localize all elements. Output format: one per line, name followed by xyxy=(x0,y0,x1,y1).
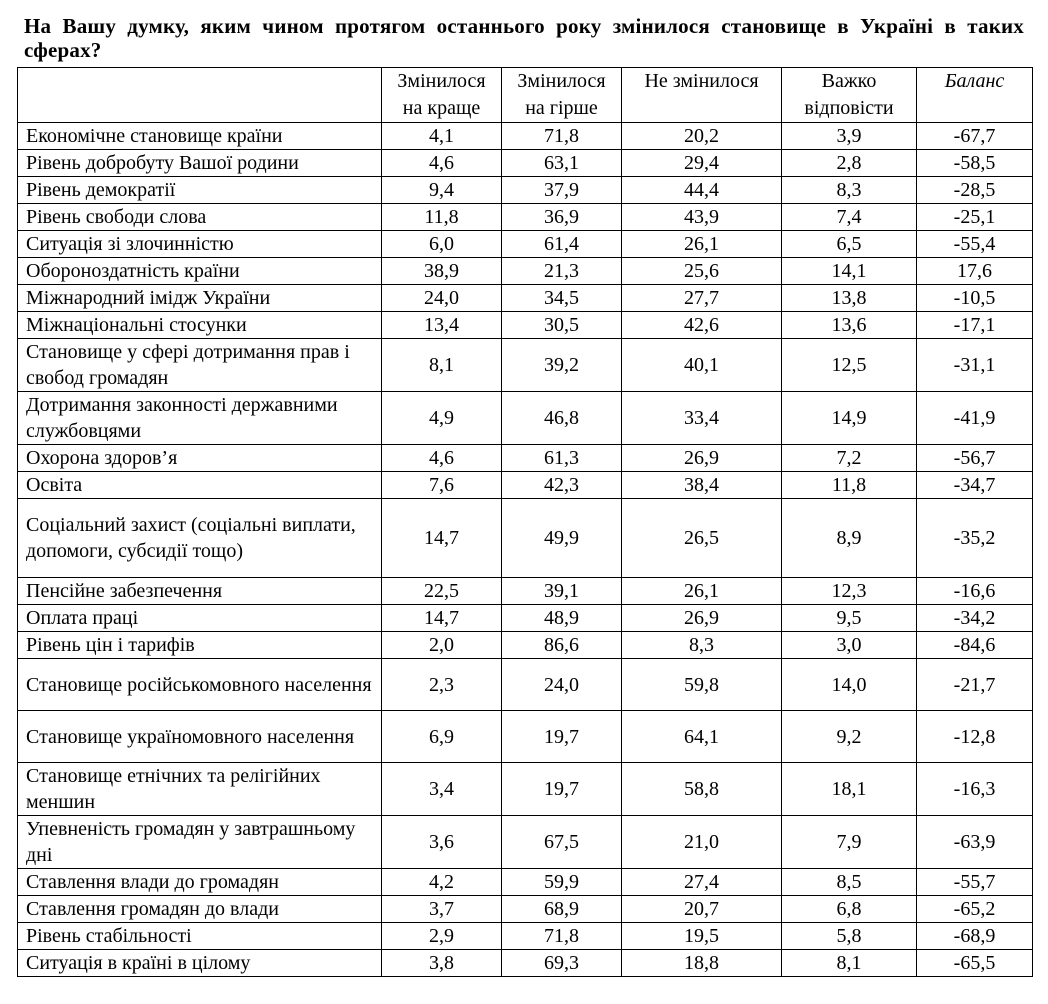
cell-balance: -28,5 xyxy=(917,177,1033,204)
cell-better: 14,7 xyxy=(382,499,502,578)
cell-worse: 49,9 xyxy=(502,499,622,578)
table-row xyxy=(18,816,1033,869)
row-label: Оплата праці xyxy=(18,605,382,632)
cell-better: 11,8 xyxy=(382,204,502,231)
cell-unchanged: 20,7 xyxy=(622,896,782,923)
cell-hard-to-say: 13,6 xyxy=(782,312,917,339)
table-row xyxy=(18,711,1033,763)
cell-better: 3,8 xyxy=(382,950,502,977)
row-label: Становище російськомовного населення xyxy=(18,659,382,711)
cell-better: 13,4 xyxy=(382,312,502,339)
table-row xyxy=(18,177,1033,204)
cell-balance: -12,8 xyxy=(917,711,1033,763)
cell-balance: -55,7 xyxy=(917,869,1033,896)
row-label: Економічне становище країни xyxy=(18,123,382,150)
header-cell-worse: Змінилося на гірше xyxy=(502,68,622,123)
cell-balance: 17,6 xyxy=(917,258,1033,285)
header-cell-hard-to-say: Важко відповісти xyxy=(782,68,917,123)
cell-hard-to-say: 13,8 xyxy=(782,285,917,312)
cell-hard-to-say: 8,5 xyxy=(782,869,917,896)
cell-balance: -58,5 xyxy=(917,150,1033,177)
cell-hard-to-say: 12,5 xyxy=(782,339,917,392)
cell-hard-to-say: 7,9 xyxy=(782,816,917,869)
cell-better: 9,4 xyxy=(382,177,502,204)
cell-better: 7,6 xyxy=(382,472,502,499)
table-row xyxy=(18,578,1033,605)
cell-balance: -65,2 xyxy=(917,896,1033,923)
cell-better: 2,9 xyxy=(382,923,502,950)
cell-balance: -16,3 xyxy=(917,763,1033,816)
cell-better: 14,7 xyxy=(382,605,502,632)
cell-better: 24,0 xyxy=(382,285,502,312)
table-row xyxy=(18,923,1033,950)
survey-question: На Вашу думку, яким чином протягом останнього року змінилося становище в Україні в таких сферах? xyxy=(24,14,1024,62)
row-label: Міжнародний імідж України xyxy=(18,285,382,312)
table-row xyxy=(18,204,1033,231)
cell-hard-to-say: 7,2 xyxy=(782,445,917,472)
table-header-row xyxy=(18,68,1033,123)
cell-worse: 61,3 xyxy=(502,445,622,472)
cell-hard-to-say: 3,0 xyxy=(782,632,917,659)
cell-unchanged: 43,9 xyxy=(622,204,782,231)
cell-balance: -31,1 xyxy=(917,339,1033,392)
table-row xyxy=(18,258,1033,285)
cell-hard-to-say: 8,1 xyxy=(782,950,917,977)
cell-balance: -41,9 xyxy=(917,392,1033,445)
row-label: Пенсійне забезпечення xyxy=(18,578,382,605)
cell-unchanged: 38,4 xyxy=(622,472,782,499)
table-row xyxy=(18,123,1033,150)
cell-balance: -34,2 xyxy=(917,605,1033,632)
cell-better: 3,7 xyxy=(382,896,502,923)
results-table xyxy=(17,67,1033,977)
cell-hard-to-say: 8,3 xyxy=(782,177,917,204)
row-label: Соціальний захист (соціальні виплати, допомоги, субсидії тощо) xyxy=(18,499,382,578)
row-label: Рівень цін і тарифів xyxy=(18,632,382,659)
cell-unchanged: 64,1 xyxy=(622,711,782,763)
cell-unchanged: 42,6 xyxy=(622,312,782,339)
header-cell-unchanged: Не змінилося xyxy=(622,68,782,123)
cell-hard-to-say: 8,9 xyxy=(782,499,917,578)
cell-hard-to-say: 7,4 xyxy=(782,204,917,231)
cell-worse: 46,8 xyxy=(502,392,622,445)
cell-hard-to-say: 9,5 xyxy=(782,605,917,632)
cell-balance: -10,5 xyxy=(917,285,1033,312)
cell-worse: 68,9 xyxy=(502,896,622,923)
cell-unchanged: 20,2 xyxy=(622,123,782,150)
cell-unchanged: 29,4 xyxy=(622,150,782,177)
cell-better: 8,1 xyxy=(382,339,502,392)
row-label: Ситуація зі злочинністю xyxy=(18,231,382,258)
header-cell-label xyxy=(18,68,382,123)
cell-unchanged: 59,8 xyxy=(622,659,782,711)
cell-worse: 63,1 xyxy=(502,150,622,177)
cell-unchanged: 26,1 xyxy=(622,578,782,605)
cell-worse: 19,7 xyxy=(502,711,622,763)
table-row xyxy=(18,312,1033,339)
cell-better: 38,9 xyxy=(382,258,502,285)
cell-worse: 48,9 xyxy=(502,605,622,632)
cell-better: 6,9 xyxy=(382,711,502,763)
cell-better: 2,3 xyxy=(382,659,502,711)
cell-unchanged: 33,4 xyxy=(622,392,782,445)
cell-hard-to-say: 14,1 xyxy=(782,258,917,285)
cell-better: 6,0 xyxy=(382,231,502,258)
cell-worse: 36,9 xyxy=(502,204,622,231)
cell-unchanged: 44,4 xyxy=(622,177,782,204)
cell-worse: 71,8 xyxy=(502,123,622,150)
cell-hard-to-say: 11,8 xyxy=(782,472,917,499)
cell-hard-to-say: 6,5 xyxy=(782,231,917,258)
cell-unchanged: 26,9 xyxy=(622,605,782,632)
cell-unchanged: 18,8 xyxy=(622,950,782,977)
cell-worse: 39,2 xyxy=(502,339,622,392)
cell-unchanged: 26,9 xyxy=(622,445,782,472)
cell-balance: -56,7 xyxy=(917,445,1033,472)
cell-balance: -17,1 xyxy=(917,312,1033,339)
row-label: Освіта xyxy=(18,472,382,499)
cell-unchanged: 21,0 xyxy=(622,816,782,869)
cell-worse: 24,0 xyxy=(502,659,622,711)
cell-unchanged: 26,1 xyxy=(622,231,782,258)
cell-unchanged: 8,3 xyxy=(622,632,782,659)
cell-better: 4,6 xyxy=(382,445,502,472)
table-row xyxy=(18,392,1033,445)
cell-balance: -67,7 xyxy=(917,123,1033,150)
cell-hard-to-say: 14,9 xyxy=(782,392,917,445)
cell-unchanged: 27,4 xyxy=(622,869,782,896)
table-row xyxy=(18,605,1033,632)
cell-worse: 71,8 xyxy=(502,923,622,950)
table-row xyxy=(18,896,1033,923)
cell-hard-to-say: 18,1 xyxy=(782,763,917,816)
cell-balance: -84,6 xyxy=(917,632,1033,659)
cell-worse: 19,7 xyxy=(502,763,622,816)
row-label: Упевненість громадян у завтрашньому дні xyxy=(18,816,382,869)
row-label: Обороноздатність країни xyxy=(18,258,382,285)
table-row xyxy=(18,869,1033,896)
table-row xyxy=(18,445,1033,472)
table-row xyxy=(18,339,1033,392)
cell-worse: 34,5 xyxy=(502,285,622,312)
cell-balance: -34,7 xyxy=(917,472,1033,499)
cell-better: 3,6 xyxy=(382,816,502,869)
cell-balance: -65,5 xyxy=(917,950,1033,977)
row-label: Становище у сфері дотримання прав і свобод громадян xyxy=(18,339,382,392)
row-label: Ставлення громадян до влади xyxy=(18,896,382,923)
cell-balance: -35,2 xyxy=(917,499,1033,578)
table-row xyxy=(18,150,1033,177)
table-row xyxy=(18,285,1033,312)
cell-hard-to-say: 6,8 xyxy=(782,896,917,923)
cell-worse: 21,3 xyxy=(502,258,622,285)
row-label: Становище україномовного населення xyxy=(18,711,382,763)
cell-unchanged: 25,6 xyxy=(622,258,782,285)
cell-worse: 37,9 xyxy=(502,177,622,204)
row-label: Рівень свободи слова xyxy=(18,204,382,231)
cell-hard-to-say: 9,2 xyxy=(782,711,917,763)
row-label: Ставлення влади до громадян xyxy=(18,869,382,896)
cell-worse: 61,4 xyxy=(502,231,622,258)
cell-hard-to-say: 3,9 xyxy=(782,123,917,150)
table-row xyxy=(18,659,1033,711)
cell-unchanged: 58,8 xyxy=(622,763,782,816)
row-label: Рівень демократії xyxy=(18,177,382,204)
cell-better: 2,0 xyxy=(382,632,502,659)
table-row xyxy=(18,472,1033,499)
row-label: Становище етнічних та релігійних меншин xyxy=(18,763,382,816)
row-label: Охорона здоров’я xyxy=(18,445,382,472)
cell-balance: -21,7 xyxy=(917,659,1033,711)
cell-better: 4,1 xyxy=(382,123,502,150)
table-row xyxy=(18,950,1033,977)
cell-worse: 30,5 xyxy=(502,312,622,339)
cell-better: 22,5 xyxy=(382,578,502,605)
header-cell-balance: Баланс xyxy=(917,68,1033,123)
cell-worse: 42,3 xyxy=(502,472,622,499)
header-cell-better: Змінилося на краще xyxy=(382,68,502,123)
cell-worse: 39,1 xyxy=(502,578,622,605)
cell-better: 4,6 xyxy=(382,150,502,177)
cell-unchanged: 19,5 xyxy=(622,923,782,950)
cell-balance: -63,9 xyxy=(917,816,1033,869)
cell-hard-to-say: 12,3 xyxy=(782,578,917,605)
row-label: Дотримання законності державними службовцями xyxy=(18,392,382,445)
cell-unchanged: 40,1 xyxy=(622,339,782,392)
row-label: Ситуація в країні в цілому xyxy=(18,950,382,977)
row-label: Міжнаціональні стосунки xyxy=(18,312,382,339)
cell-better: 4,2 xyxy=(382,869,502,896)
cell-worse: 67,5 xyxy=(502,816,622,869)
cell-worse: 69,3 xyxy=(502,950,622,977)
cell-worse: 59,9 xyxy=(502,869,622,896)
cell-worse: 86,6 xyxy=(502,632,622,659)
table-row xyxy=(18,632,1033,659)
cell-unchanged: 26,5 xyxy=(622,499,782,578)
row-label: Рівень добробуту Вашої родини xyxy=(18,150,382,177)
cell-balance: -68,9 xyxy=(917,923,1033,950)
cell-balance: -55,4 xyxy=(917,231,1033,258)
table-row xyxy=(18,499,1033,578)
cell-hard-to-say: 14,0 xyxy=(782,659,917,711)
cell-better: 4,9 xyxy=(382,392,502,445)
table-row xyxy=(18,763,1033,816)
cell-better: 3,4 xyxy=(382,763,502,816)
cell-hard-to-say: 5,8 xyxy=(782,923,917,950)
row-label: Рівень стабільності xyxy=(18,923,382,950)
cell-unchanged: 27,7 xyxy=(622,285,782,312)
cell-balance: -16,6 xyxy=(917,578,1033,605)
table-row xyxy=(18,231,1033,258)
cell-hard-to-say: 2,8 xyxy=(782,150,917,177)
cell-balance: -25,1 xyxy=(917,204,1033,231)
